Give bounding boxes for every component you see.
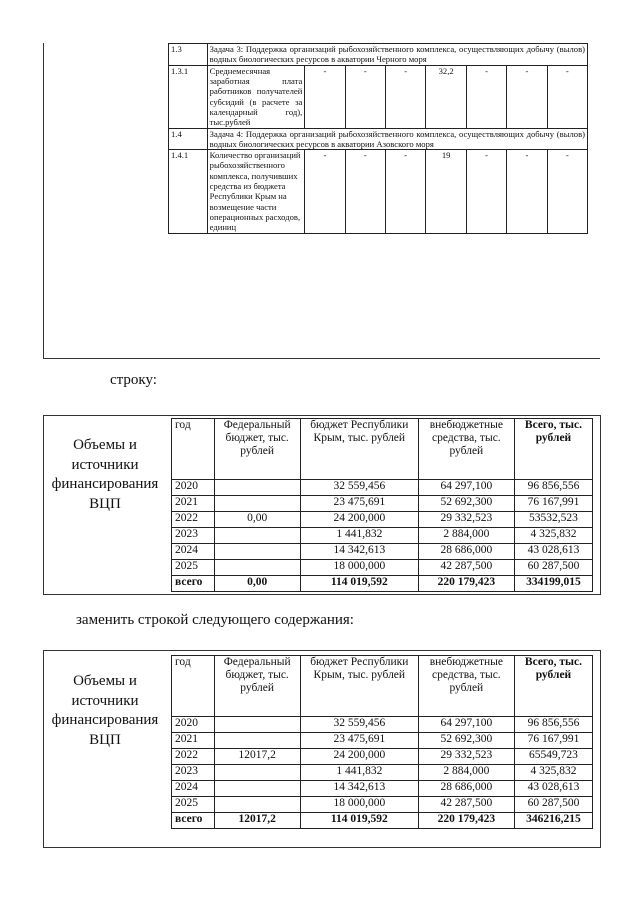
header-year: год xyxy=(172,656,215,717)
total-cell: 334199,015 xyxy=(514,576,592,592)
republic-cell: 23 475,691 xyxy=(300,733,418,749)
federal-cell: 0,00 xyxy=(214,576,300,592)
federal-cell xyxy=(214,528,300,544)
federal-cell xyxy=(214,496,300,512)
federal-cell xyxy=(214,781,300,797)
value-cell: - xyxy=(385,150,425,234)
extrabudget-cell: 64 297,100 xyxy=(418,480,514,496)
republic-cell: 32 559,456 xyxy=(300,717,418,733)
federal-cell xyxy=(214,733,300,749)
header-extrabudget: внебюджетные средства, тыс. рублей xyxy=(418,419,514,480)
total-cell: 43 028,613 xyxy=(514,781,592,797)
task-number: 1.3 xyxy=(169,44,208,66)
header-total: Всего, тыс. рублей xyxy=(514,656,592,717)
republic-cell: 23 475,691 xyxy=(300,496,418,512)
year-cell: 2025 xyxy=(172,560,215,576)
total-cell: 4 325,832 xyxy=(514,528,592,544)
year-cell: 2023 xyxy=(172,765,215,781)
total-cell: 76 167,991 xyxy=(514,496,592,512)
task-number: 1.4 xyxy=(169,128,208,150)
total-cell: 60 287,500 xyxy=(514,797,592,813)
table-row xyxy=(172,797,593,813)
republic-cell: 114 019,592 xyxy=(300,813,418,829)
value-cell: - xyxy=(385,65,425,128)
table-row xyxy=(172,749,593,765)
header-federal: Федеральный бюджет, тыс. рублей xyxy=(214,656,300,717)
value-cell: - xyxy=(466,150,506,234)
extrabudget-cell: 29 332,523 xyxy=(418,512,514,528)
table-row xyxy=(172,560,593,576)
republic-cell: 24 200,000 xyxy=(300,512,418,528)
task-row xyxy=(169,128,588,150)
republic-cell: 14 342,613 xyxy=(300,781,418,797)
indicator-number: 1.4.1 xyxy=(169,150,208,234)
extrabudget-cell: 220 179,423 xyxy=(418,813,514,829)
total-cell: 346216,215 xyxy=(514,813,592,829)
federal-cell xyxy=(214,717,300,733)
republic-cell: 32 559,456 xyxy=(300,480,418,496)
value-cell: - xyxy=(466,65,506,128)
indicator-row xyxy=(169,65,588,128)
table-row xyxy=(172,765,593,781)
total-row xyxy=(172,576,593,592)
extrabudget-cell: 52 692,300 xyxy=(418,733,514,749)
extrabudget-cell: 52 692,300 xyxy=(418,496,514,512)
federal-cell xyxy=(214,765,300,781)
year-cell: 2020 xyxy=(172,717,215,733)
table-row xyxy=(172,512,593,528)
year-cell: 2023 xyxy=(172,528,215,544)
federal-cell: 12017,2 xyxy=(214,813,300,829)
year-cell: 2024 xyxy=(172,544,215,560)
task-row xyxy=(169,44,588,66)
old-financing-label: Объемы и источники финансирования ВЦП xyxy=(51,437,159,512)
year-cell: всего xyxy=(172,813,215,829)
table-row xyxy=(172,544,593,560)
value-cell: - xyxy=(547,150,587,234)
federal-cell: 0,00 xyxy=(214,512,300,528)
task-text: Задача 4: Поддержка организаций рыбохозяйственного комплекса, осуществляющих добычу (вылов) водных биологических ресурсов в акватории Азовского моря xyxy=(207,128,587,150)
year-cell: 2025 xyxy=(172,797,215,813)
year-cell: 2021 xyxy=(172,496,215,512)
year-cell: всего xyxy=(172,576,215,592)
total-cell: 96 856,556 xyxy=(514,480,592,496)
federal-cell xyxy=(214,544,300,560)
extrabudget-cell: 64 297,100 xyxy=(418,717,514,733)
total-cell: 53532,523 xyxy=(514,512,592,528)
republic-cell: 18 000,000 xyxy=(300,797,418,813)
tasks-table xyxy=(168,43,588,234)
header-federal: Федеральный бюджет, тыс. рублей xyxy=(214,419,300,480)
value-cell: - xyxy=(305,150,345,234)
republic-cell: 24 200,000 xyxy=(300,749,418,765)
extrabudget-cell: 2 884,000 xyxy=(418,528,514,544)
indicator-row xyxy=(169,150,588,234)
table-row xyxy=(172,528,593,544)
extrabudget-cell: 42 287,500 xyxy=(418,560,514,576)
header-row xyxy=(172,656,593,717)
year-cell: 2022 xyxy=(172,749,215,765)
extrabudget-cell: 29 332,523 xyxy=(418,749,514,765)
extrabudget-cell: 2 884,000 xyxy=(418,765,514,781)
caption-line: строку: xyxy=(110,372,157,388)
republic-cell: 1 441,832 xyxy=(300,765,418,781)
federal-cell xyxy=(214,560,300,576)
federal-cell xyxy=(214,797,300,813)
total-cell: 4 325,832 xyxy=(514,765,592,781)
header-extrabudget: внебюджетные средства, тыс. рублей xyxy=(418,656,514,717)
value-cell: - xyxy=(547,65,587,128)
federal-cell xyxy=(214,480,300,496)
indicator-text: Количество организаций рыбохозяйственного комплекса, получивших средства из бюджета Республики Крым на возмещение части операционных расходов, единиц xyxy=(207,150,305,234)
header-row xyxy=(172,419,593,480)
value-cell: 19 xyxy=(426,150,467,234)
year-cell: 2022 xyxy=(172,512,215,528)
total-cell: 65549,723 xyxy=(514,749,592,765)
year-cell: 2021 xyxy=(172,733,215,749)
header-year: год xyxy=(172,419,215,480)
new-financing-table xyxy=(171,655,593,829)
value-cell: - xyxy=(345,150,385,234)
table-row xyxy=(172,781,593,797)
table-row xyxy=(172,733,593,749)
value-cell: - xyxy=(507,65,547,128)
year-cell: 2024 xyxy=(172,781,215,797)
header-republic: бюджет Республики Крым, тыс. рублей xyxy=(300,419,418,480)
table-row xyxy=(172,717,593,733)
republic-cell: 1 441,832 xyxy=(300,528,418,544)
table-row xyxy=(172,496,593,512)
total-row xyxy=(172,813,593,829)
new-financing-label: Объемы и источники финансирования ВЦП xyxy=(51,673,159,748)
task-text: Задача 3: Поддержка организаций рыбохозяйственного комплекса, осуществляющих добычу (вылов) водных биологических ресурсов в акватории Черного моря xyxy=(207,44,587,66)
republic-cell: 18 000,000 xyxy=(300,560,418,576)
total-cell: 76 167,991 xyxy=(514,733,592,749)
total-cell: 60 287,500 xyxy=(514,560,592,576)
republic-cell: 114 019,592 xyxy=(300,576,418,592)
extrabudget-cell: 220 179,423 xyxy=(418,576,514,592)
extrabudget-cell: 28 686,000 xyxy=(418,781,514,797)
indicator-text: Среднемесячная заработная плата работников получателей субсидий (в расчете за календарный год), тыс.рублей xyxy=(207,65,305,128)
extrabudget-cell: 42 287,500 xyxy=(418,797,514,813)
table-row xyxy=(172,480,593,496)
header-total: Всего, тыс. рублей xyxy=(514,419,592,480)
extrabudget-cell: 28 686,000 xyxy=(418,544,514,560)
caption-replace: заменить строкой следующего содержания: xyxy=(76,612,354,628)
total-cell: 96 856,556 xyxy=(514,717,592,733)
republic-cell: 14 342,613 xyxy=(300,544,418,560)
indicator-number: 1.3.1 xyxy=(169,65,208,128)
year-cell: 2020 xyxy=(172,480,215,496)
value-cell: 32,2 xyxy=(426,65,467,128)
value-cell: - xyxy=(507,150,547,234)
header-republic: бюджет Республики Крым, тыс. рублей xyxy=(300,656,418,717)
value-cell: - xyxy=(345,65,385,128)
old-financing-table xyxy=(171,418,593,592)
total-cell: 43 028,613 xyxy=(514,544,592,560)
value-cell: - xyxy=(305,65,345,128)
federal-cell: 12017,2 xyxy=(214,749,300,765)
